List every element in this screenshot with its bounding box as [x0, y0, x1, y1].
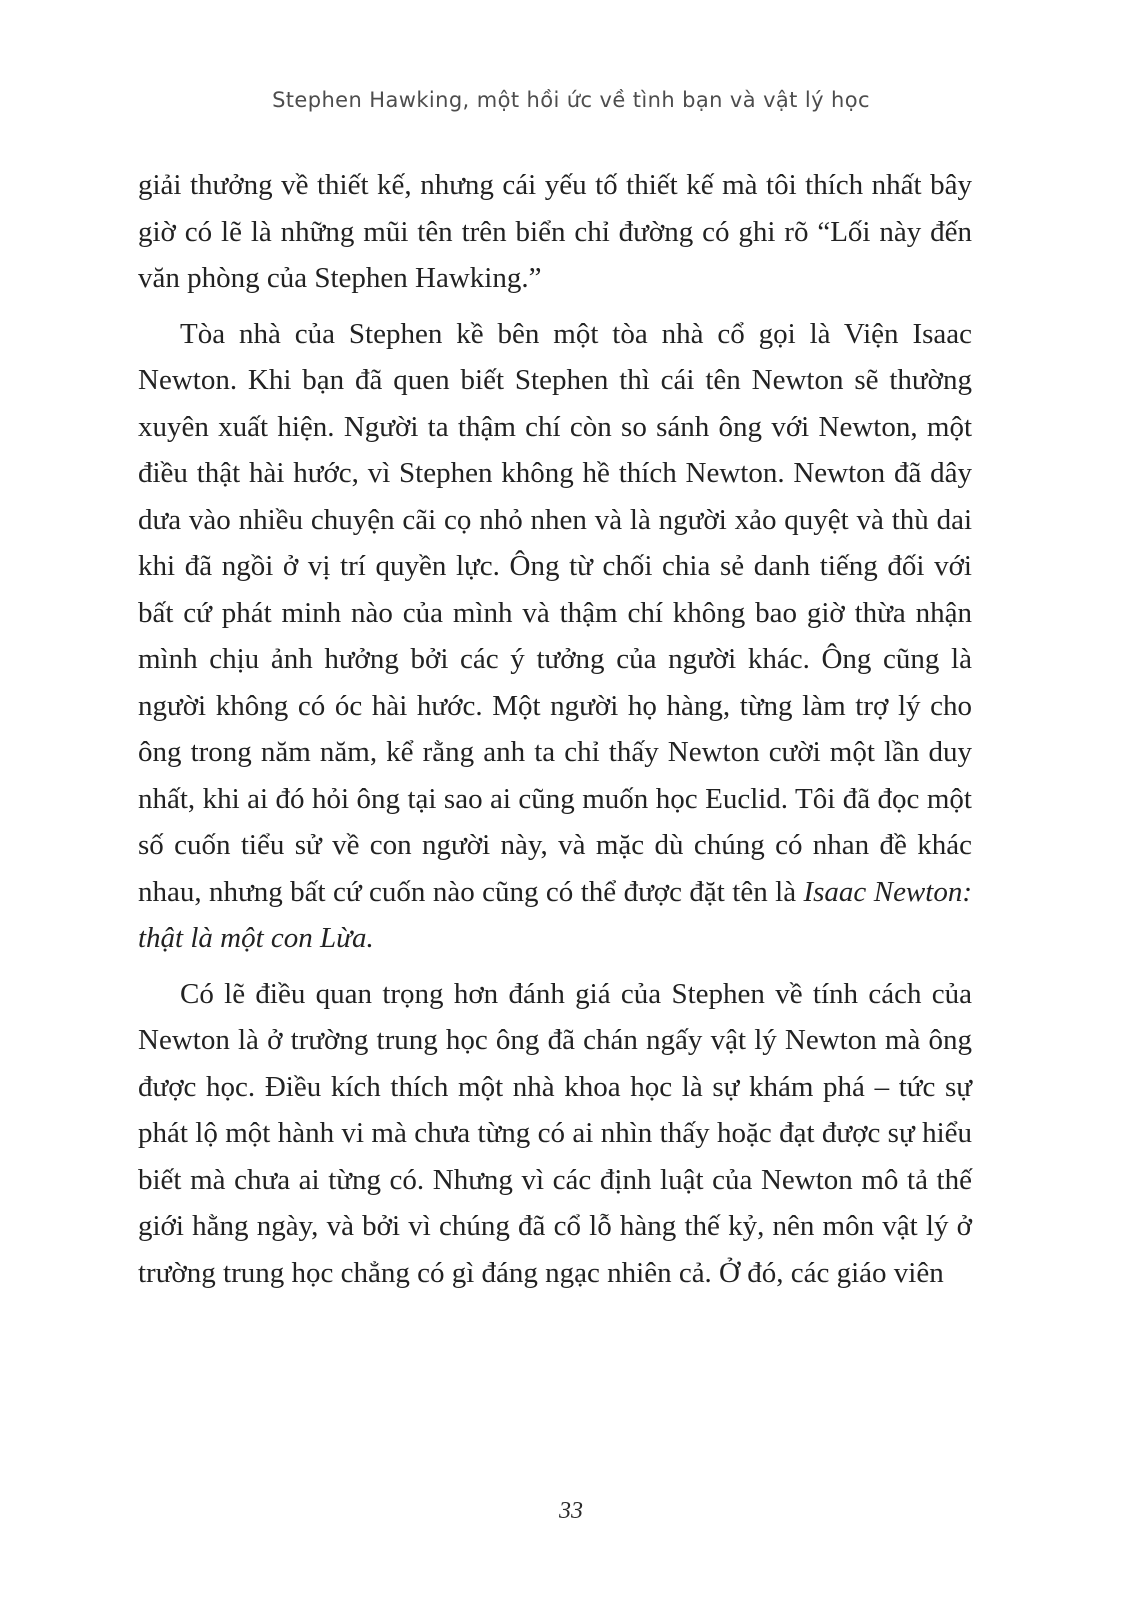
paragraph-continuation: giải thưởng về thiết kế, nhưng cái yếu tố thiết kế mà tôi thích nhất bây giờ có lẽ là những mũi tên trên biển chỉ đường có ghi rõ “Lối này đến văn phòng của Stephen Hawking.”: [138, 169, 972, 294]
page-body: [138, 162, 972, 1305]
running-header: Stephen Hawking, một hồi ức về tình bạn và vật lý học: [272, 88, 870, 112]
paragraph: [138, 311, 972, 962]
book-title-italic: Isaac Newton: thật là một con Lừa.: [138, 875, 972, 954]
paragraph-text: Tòa nhà của Stephen kề bên một tòa nhà cổ gọi là Viện Isaac Newton. Khi bạn đã quen biết Stephen thì cái tên Newton sẽ thường xuyên xuất hiện. Người ta thậm chí còn so sánh ông với Newton, một điều thật hài hước, vì Stephen không hề thích Newton. Newton đã dây dưa vào nhiều chuyện cãi cọ nhỏ nhen và là người xảo quyệt và thù dai khi đã ngồi ở vị trí quyền lực. Ông từ chối chia sẻ danh tiếng đối với bất cứ phát minh nào của mình và thậm chí không bao giờ thừa nhận mình chịu ảnh hưởng bởi các ý tưởng của người khác. Ông cũng là người không có óc hài hước. Một người họ hàng, từng làm trợ lý cho ông trong năm năm, kể rằng anh ta chỉ thấy Newton cười một lần duy nhất, khi ai đó hỏi ông tại sao ai cũng muốn học Euclid. Tôi đã đọc một số cuốn tiểu sử về con người này, và mặc dù chúng có nhan đề khác nhau, nhưng bất cứ cuốn nào cũng có thể được đặt tên là: [138, 317, 972, 908]
page-number: 33: [559, 1498, 583, 1524]
paragraph: Có lẽ điều quan trọng hơn đánh giá của Stephen về tính cách của Newton là ở trường trung học ông đã chán ngấy vật lý Newton mà ông được học. Điều kích thích một nhà khoa học là sự khám phá – tức sự phát lộ một hành vi mà chưa từng có ai nhìn thấy hoặc đạt được sự hiểu biết mà chưa ai từng có. Nhưng vì các định luật của Newton mô tả thế giới hằng ngày, và bởi vì chúng đã cổ lỗ hàng thế kỷ, nên môn vật lý ở trường trung học chẳng có gì đáng ngạc nhiên cả. Ở đó, các giáo viên: [138, 977, 972, 1289]
